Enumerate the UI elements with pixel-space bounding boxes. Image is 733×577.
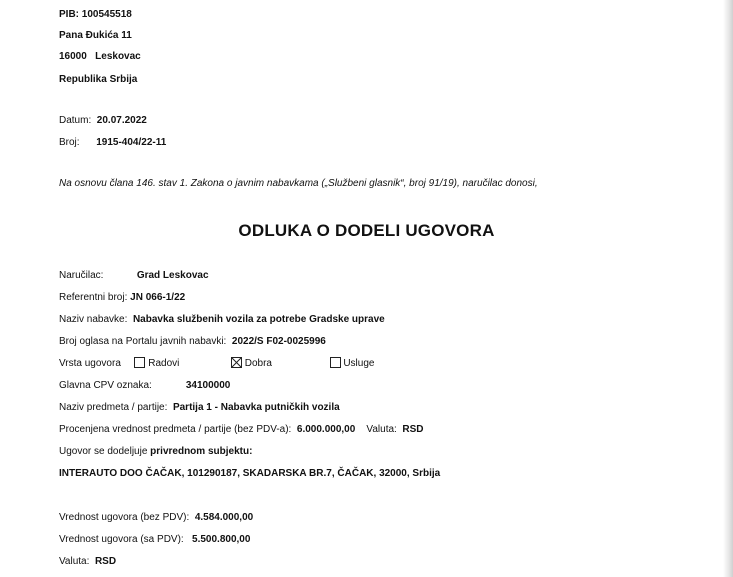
cpv-label: Glavna CPV oznaka: bbox=[59, 380, 152, 391]
address-street: Pana Đukića 11 bbox=[59, 30, 132, 41]
vrednost-bez-label: Vrednost ugovora (bez PDV): bbox=[59, 512, 190, 523]
dobra-label: Dobra bbox=[244, 358, 272, 369]
valuta-value: RSD bbox=[94, 556, 117, 567]
valuta-label: Valuta: bbox=[59, 556, 90, 567]
naziv-label: Naziv nabavke: bbox=[59, 314, 128, 325]
dobra-checkbox[interactable] bbox=[231, 357, 242, 368]
pib-line: PIB: 100545518 bbox=[59, 9, 132, 20]
datum-line bbox=[59, 115, 147, 127]
vrednost-sa-value: 5.500.800,00 bbox=[192, 534, 251, 545]
usluge-label: Usluge bbox=[343, 358, 375, 369]
broj-value: 1915-404/22-11 bbox=[96, 137, 167, 148]
predmet-value: Partija 1 - Nabavka putničkih vozila bbox=[172, 402, 340, 413]
valuta-line bbox=[59, 556, 116, 568]
ref-line bbox=[59, 292, 185, 304]
dodeljuje-line bbox=[59, 446, 252, 458]
broj-label: Broj: bbox=[59, 137, 80, 148]
valuta-inline-label: Valuta: bbox=[366, 424, 397, 435]
page-edge-shadow bbox=[723, 0, 733, 577]
narucilac-label: Naručilac: bbox=[59, 270, 104, 281]
usluge-checkbox[interactable] bbox=[330, 357, 341, 368]
subjekt-line: INTERAUTO DOO ČAČAK, 101290187, SKADARSKA BR.7, ČAČAK, 32000, Srbija bbox=[59, 468, 441, 479]
address-city-line bbox=[59, 51, 141, 63]
datum-value: 20.07.2022 bbox=[96, 115, 147, 126]
dodeljuje-value: privrednom subjektu: bbox=[150, 446, 253, 457]
valuta-inline-value: RSD bbox=[402, 424, 424, 435]
narucilac-line bbox=[59, 270, 209, 282]
vrednost-bez-line bbox=[59, 512, 253, 524]
ref-label: Referentni broj: bbox=[59, 292, 128, 303]
procenjena-value: 6.000.000,00 bbox=[296, 424, 356, 435]
radovi-label: Radovi bbox=[148, 358, 180, 369]
vrsta-line bbox=[59, 357, 374, 370]
document-title: ODLUKA O DODELI UGOVORA bbox=[238, 221, 495, 240]
predmet-label: Naziv predmeta / partije: bbox=[59, 402, 168, 413]
vrednost-sa-label: Vrednost ugovora (sa PDV): bbox=[59, 534, 184, 545]
country: Republika Srbija bbox=[59, 74, 138, 85]
vrednost-sa-line bbox=[59, 534, 250, 546]
city: Leskovac bbox=[95, 51, 141, 62]
vrsta-label: Vrsta ugovora bbox=[59, 358, 121, 369]
datum-label: Datum: bbox=[59, 115, 92, 126]
cpv-value: 34100000 bbox=[185, 380, 231, 391]
cpv-line bbox=[59, 380, 230, 392]
naziv-value: Nabavka službenih vozila za potrebe Gradske uprave bbox=[132, 314, 385, 325]
broj-line bbox=[59, 137, 166, 149]
dodeljuje-label: Ugovor se dodeljuje bbox=[59, 446, 148, 457]
oglas-value: 2022/S F02-0025996 bbox=[231, 336, 326, 347]
procenjena-label: Procenjena vrednost predmeta / partije (bez PDV-a): bbox=[59, 424, 292, 435]
narucilac-value: Grad Leskovac bbox=[136, 270, 209, 281]
oglas-label: Broj oglasa na Portalu javnih nabavki: bbox=[59, 336, 227, 347]
ref-value: JN 066-1/22 bbox=[130, 292, 186, 303]
vrednost-bez-value: 4.584.000,00 bbox=[194, 512, 254, 523]
postal-code: 16000 bbox=[59, 51, 87, 62]
oglas-line bbox=[59, 336, 326, 348]
naziv-line bbox=[59, 314, 385, 326]
radovi-checkbox[interactable] bbox=[134, 357, 145, 368]
predmet-line bbox=[59, 402, 340, 414]
procenjena-line bbox=[59, 424, 424, 436]
intro-paragraph: Na osnovu člana 146. stav 1. Zakona o javnim nabavkama („Službeni glasnik“, broj 91/19), naručilac donosi, bbox=[59, 178, 538, 189]
